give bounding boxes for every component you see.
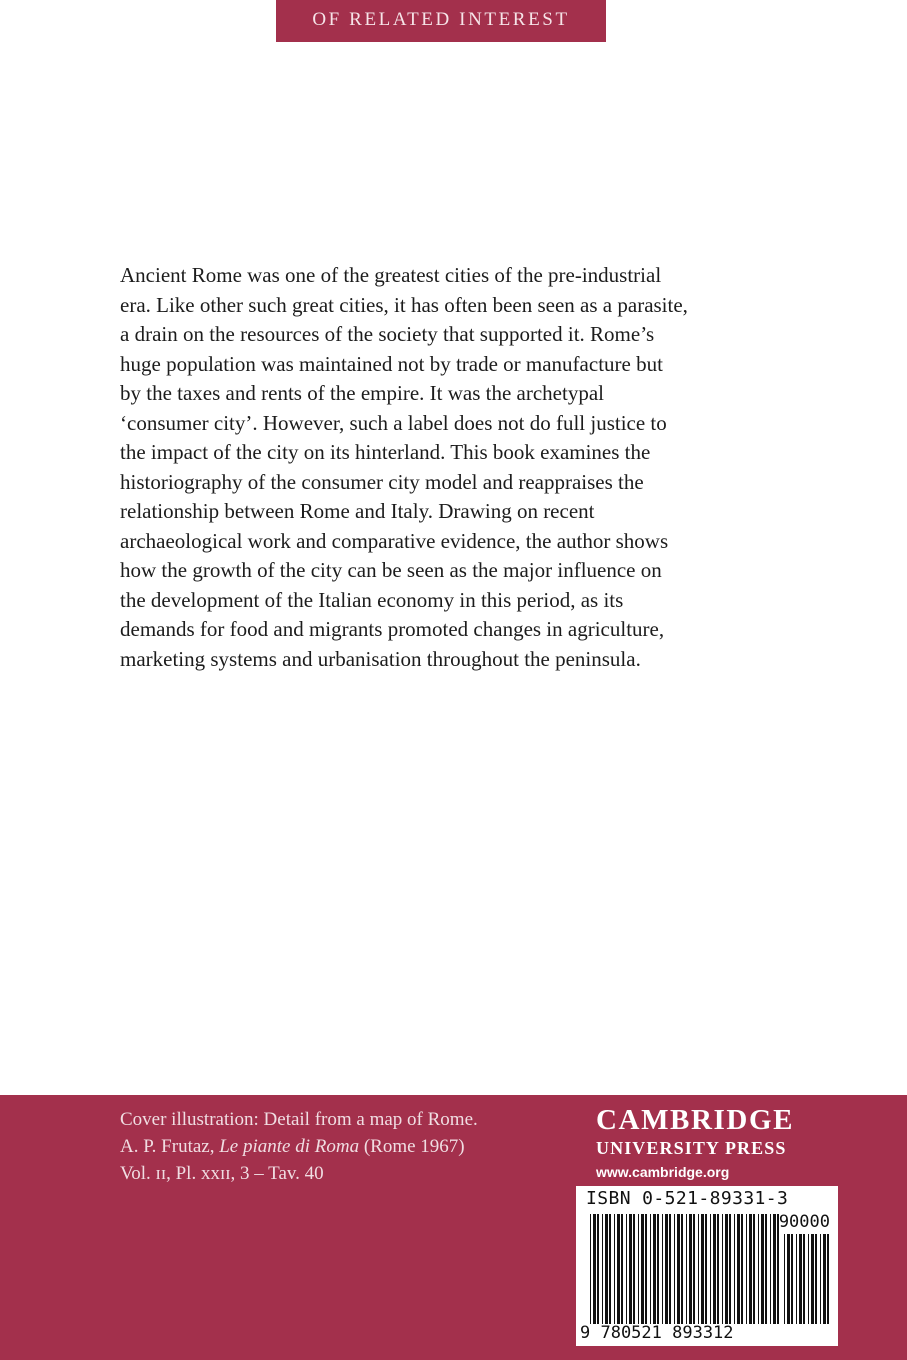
barcode — [576, 1186, 838, 1346]
description-line: the development of the Italian economy in this period, as its — [120, 587, 624, 612]
credit-author: A. P. Frutaz, — [120, 1136, 220, 1157]
description-line: a drain on the resources of the society that supported it. Rome’s — [120, 322, 655, 346]
description-line: archaeological work and comparative evidence, the author shows — [120, 528, 669, 553]
description-line: era. Like other such great cities, it has often been seen as a parasite, — [120, 292, 688, 317]
isbn-label: ISBN 0-521-89331-3 — [586, 1188, 789, 1209]
credit-line-1: Cover illustration: Detail from a map of Rome. — [120, 1109, 478, 1130]
cover-credit — [120, 1106, 478, 1187]
description-line: relationship between Rome and Italy. Drawing on recent — [120, 499, 595, 523]
ean-digits: 9 780521 893312 — [580, 1323, 734, 1343]
description-line: the impact of the city on its hinterland. This book examines the — [120, 440, 651, 464]
price-code: 90000 — [778, 1212, 830, 1232]
barcode-addon-bars-icon — [784, 1234, 830, 1324]
publisher-subtitle: UNIVERSITY PRESS — [596, 1138, 787, 1158]
description-line: historiography of the consumer city model and reappraises the — [120, 469, 644, 494]
publisher-logo — [596, 1103, 794, 1181]
credit-line-2 — [120, 1133, 478, 1160]
publisher-url: www.cambridge.org — [596, 1164, 730, 1180]
barcode-bars-icon — [590, 1214, 780, 1324]
credit-title: Le piante di Roma — [219, 1136, 360, 1157]
description-line: demands for food and migrants promoted changes in agriculture, — [120, 617, 665, 641]
description-line: Ancient Rome was one of the greatest cities of the pre-industrial — [120, 263, 662, 287]
description-line: huge population was maintained not by trade or manufacture but — [120, 351, 663, 376]
description-line: marketing systems and urbanisation throughout the peninsula. — [120, 646, 641, 671]
related-interest-tab: OF RELATED INTEREST — [276, 0, 606, 42]
credit-line-3: Vol. ɪɪ, Pl. xxɪɪ, 3 – Tav. 40 — [120, 1163, 324, 1184]
publisher-name: CAMBRIDGE — [596, 1104, 795, 1136]
description-line: ‘consumer city’. However, such a label does not do full justice to — [120, 410, 667, 435]
description-line: by the taxes and rents of the empire. It was the archetypal — [120, 381, 604, 405]
description-line: how the growth of the city can be seen as the major influence on — [120, 558, 662, 582]
credit-year: (Rome 1967) — [359, 1136, 465, 1157]
book-description — [120, 261, 800, 674]
